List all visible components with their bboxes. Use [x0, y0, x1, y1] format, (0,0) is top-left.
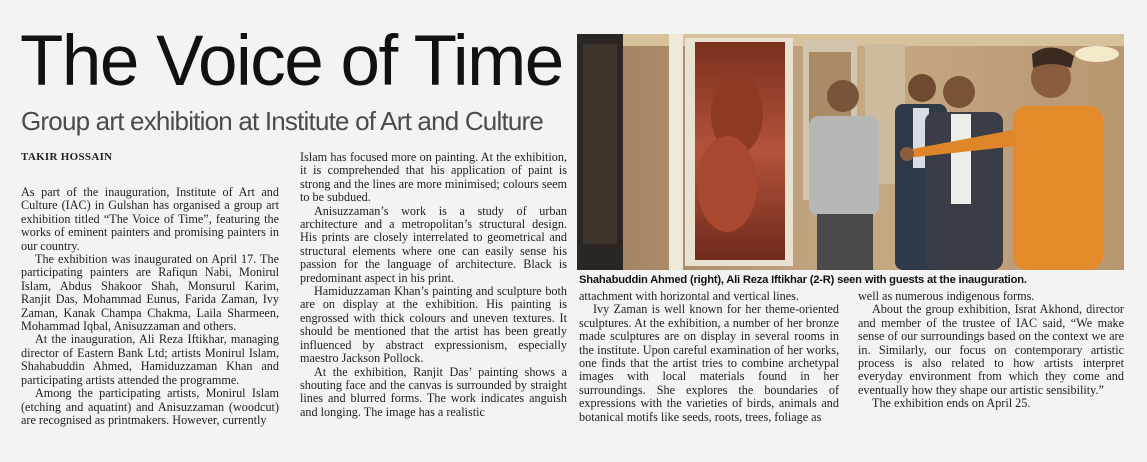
article-column-1	[21, 186, 279, 427]
article-column-3	[579, 290, 839, 424]
paragraph: Islam has focused more on painting. At the exhibition, it is comprehended that his application of paint is strong and the lines are more minimised; colours seem to be subdued.	[300, 150, 567, 205]
paragraph: attachment with horizontal and vertical lines.	[579, 289, 799, 303]
article-column-2	[300, 151, 567, 419]
paragraph: Hamiduzzaman Khan’s painting and sculpture both are on display at the exhibition. His painting is engrossed with thick colours and uneven textures. It should be mentioned that the artist has been greatly influenced by abstract expressionism, especially maestro Jackson Pollock.	[300, 284, 567, 366]
paragraph: At the exhibition, Ranjit Das’ painting shows a shouting face and the canvas is surrounded by straight lines and blurred forms. The work indicates anguish and longing. The image has a realistic	[300, 364, 567, 419]
paragraph: The exhibition ends on April 25.	[872, 396, 1031, 411]
paragraph: Anisuzzaman’s work is a study of urban architecture and a metropolitan’s structural design. His prints are closely interrelated to geometrical and structural elements where one can easily sense his passion for the language of architecture. Black is predominant aspect in his print.	[300, 203, 567, 285]
paragraph: As part of the inauguration, Institute of Art and Culture (IAC) in Gulshan has organised a group art exhibition titled “The Voice of Time”, featuring the works of eminent painters and promising painters in our country.	[21, 185, 279, 253]
photo-illustration	[577, 34, 1124, 270]
exhibition-photo	[577, 34, 1124, 270]
paragraph: well as numerous indigenous forms.	[858, 289, 1035, 303]
headline: The Voice of Time	[20, 22, 563, 101]
paragraph: Among the participating artists, Monirul Islam (etching and aquatint) and Anisuzzaman (woodcut) are recognised as printmakers. However, currently	[21, 386, 279, 427]
paragraph: The exhibition was inaugurated on April 17. The participating painters are Rafiqun Nabi, Monirul Islam, Abdus Shakoor Shah, Monsurul Karim, Ranjit Das, Mohammad Eunus, Farida Zaman, Ivy Zaman, Kanak Champa Chakma, Laila Sharmeen, Mohammad Iqbal, Anisuzzaman and others.	[21, 252, 279, 334]
photo-caption: Shahabuddin Ahmed (right), Ali Reza Iftikhar (2-R) seen with guests at the inauguration.	[579, 274, 1027, 286]
article-column-4	[858, 290, 1124, 411]
paragraph: Ivy Zaman is well known for her theme-oriented sculptures. At the exhibition, a number of her bronze made sculptures are on display in several rooms in the institute. Upon careful examination of her works, one finds that the artist tries to combine archetypal images with local materials found in her surroundings. She explores the boundaries of expressions with the varieties of birds, animals and botanical motifs like seeds, roots, trees, foliage as	[579, 302, 839, 424]
paragraph: At the inauguration, Ali Reza Iftikhar, managing director of Eastern Bank Ltd; artists Monirul Islam, Shahabuddin Ahmed, Hamiduzzaman Khan and participating artists attended the programme.	[21, 332, 279, 387]
subheadline: Group art exhibition at Institute of Art and Culture	[21, 106, 544, 136]
paragraph: About the group exhibition, Israt Akhond, director and member of the trustee of IAC said, “We make sense of our surroundings based on the context we are in. Similarly, our focus on contemporary artistic process is also related to how artists interpret everyday environment from which they come and eventually how they shape our artistic sensibility.”	[858, 302, 1124, 397]
byline: TAKIR HOSSAIN	[21, 151, 113, 163]
